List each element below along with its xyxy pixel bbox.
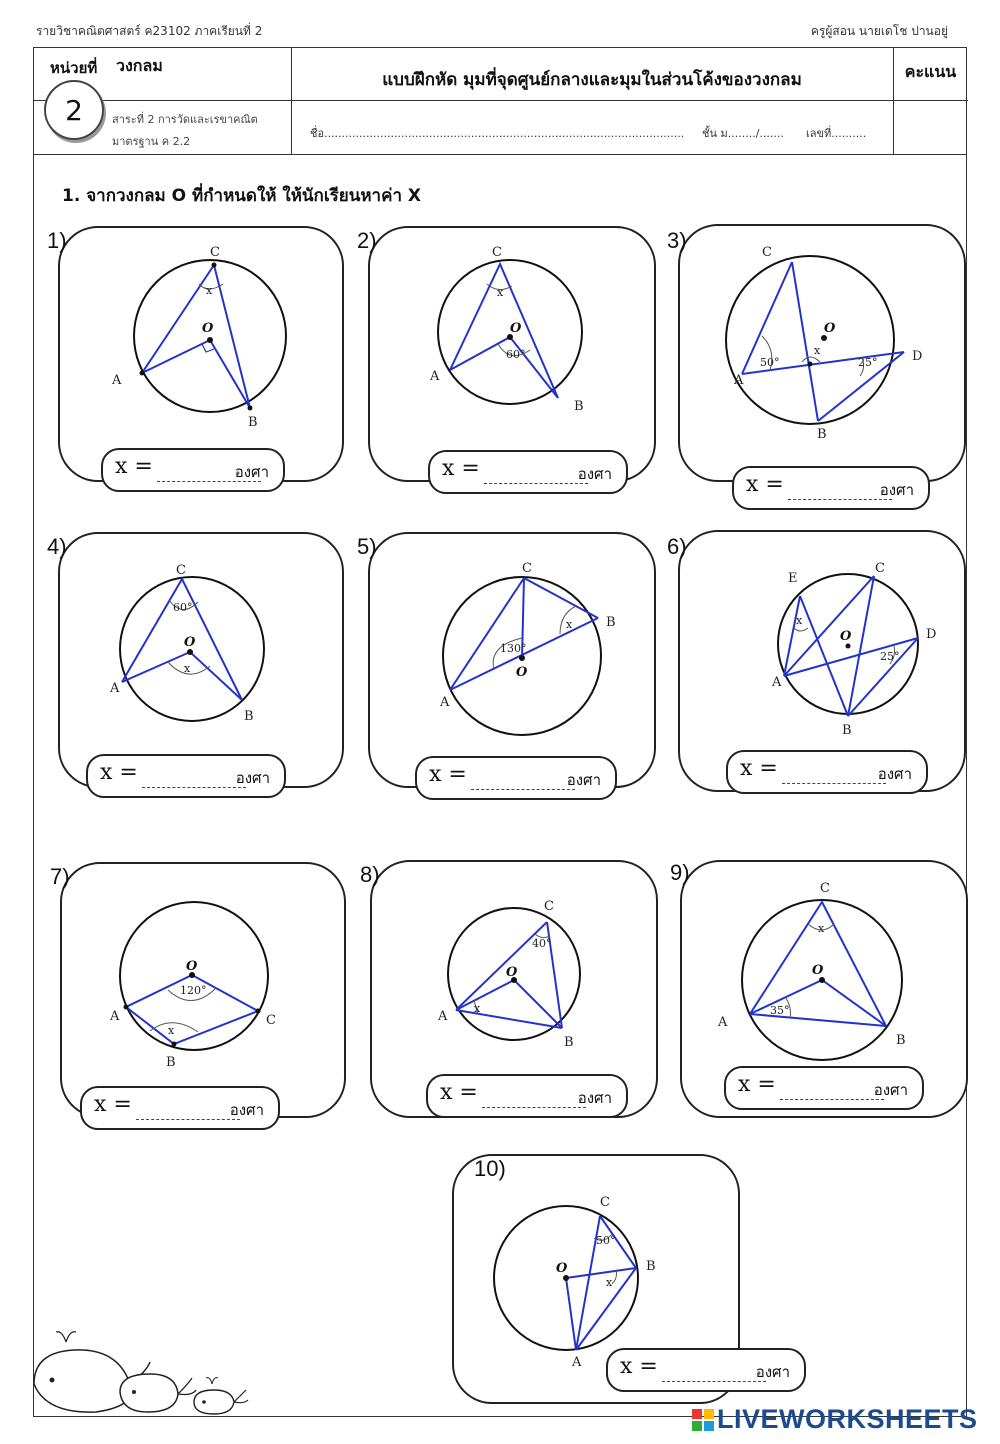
unknown-angle-label: x [818, 922, 825, 935]
question-card-2 [368, 226, 656, 482]
angle-label: 120° [180, 984, 207, 997]
center-label: O [186, 959, 198, 974]
question-number-2: 2) [357, 228, 377, 253]
point-label: B [166, 1055, 176, 1070]
point-label: E [788, 571, 798, 586]
point-label: B [817, 427, 827, 442]
answer-blank[interactable] [142, 787, 246, 788]
unknown-angle-label: x [497, 286, 504, 299]
answer-blank[interactable] [484, 483, 588, 484]
center-label: O [506, 965, 518, 980]
unknown-angle-label: x [474, 1002, 481, 1015]
unit-degree: องศา [873, 1081, 908, 1099]
figure-4 [60, 534, 346, 790]
unit-degree: องศา [877, 765, 912, 783]
point-label: A [110, 1009, 120, 1024]
question-card-7 [60, 862, 346, 1118]
point-label: A [440, 695, 450, 710]
point-label: D [926, 627, 937, 642]
unit-degree: องศา [234, 463, 269, 481]
question-number-5: 5) [357, 534, 377, 559]
point-label: B [564, 1035, 574, 1050]
angle-label: 60° [506, 348, 526, 361]
score-label: คะแนน [904, 62, 957, 81]
answer-box-2[interactable] [428, 450, 628, 494]
answer-box-7[interactable] [80, 1086, 280, 1130]
point-label: A [430, 369, 440, 384]
point-label: B [248, 415, 258, 430]
answer-blank[interactable] [482, 1107, 586, 1108]
answer-box-4[interactable] [86, 754, 286, 798]
point-label: B [606, 615, 616, 630]
angle-label: 25° [858, 356, 878, 369]
question-card-5 [368, 532, 656, 788]
unit-number-badge [44, 80, 104, 140]
unknown-angle-label: x [814, 344, 821, 357]
question-number-10: 10) [474, 1156, 506, 1181]
angle-label: 40° [532, 937, 552, 950]
unknown-angle-label: x [206, 284, 213, 297]
question-card-3 [678, 224, 966, 482]
center-label: O [510, 321, 522, 336]
unit-name: วงกลม [116, 56, 163, 75]
answer-blank[interactable] [780, 1099, 884, 1100]
point-label: B [842, 723, 852, 738]
unknown-angle-label: x [168, 1024, 175, 1037]
point-label: C [176, 563, 186, 578]
point-label: A [438, 1009, 448, 1024]
angle-label: 50° [760, 356, 780, 369]
answer-box-10[interactable] [606, 1348, 806, 1392]
center-label: O [202, 321, 214, 336]
course-line: รายวิชาคณิตศาสตร์ ค23102 ภาคเรียนที่ 2 [36, 24, 263, 38]
number-field[interactable]: เลขที่.......... [806, 127, 867, 140]
center-label: O [516, 665, 528, 680]
point-label: C [522, 561, 532, 576]
center-label: O [840, 629, 852, 644]
unit-degree: องศา [755, 1363, 790, 1381]
question-number-7: 7) [50, 864, 70, 889]
point-label: A [772, 675, 782, 690]
point-label: C [492, 245, 502, 260]
point-label: A [112, 373, 122, 388]
unit-degree: องศา [577, 1089, 612, 1107]
answer-blank[interactable] [471, 789, 575, 790]
question-card-1 [58, 226, 344, 482]
point-label: B [646, 1259, 656, 1274]
header-table [33, 47, 967, 155]
answer-box-3[interactable] [732, 466, 930, 510]
center-label: O [812, 963, 824, 978]
figure-7 [62, 864, 348, 1120]
answer-blank[interactable] [788, 499, 892, 500]
brand-name: LIVEWORKSHEETS [717, 1404, 978, 1434]
x-equals: x = [115, 454, 153, 479]
point-label: C [544, 899, 554, 914]
unit-degree: องศา [577, 465, 612, 483]
unit-label: หน่วยที่ [50, 59, 98, 77]
name-field[interactable]: ชื่อ....................................................................................................... [310, 127, 685, 140]
question-number-1: 1) [47, 228, 67, 253]
answer-box-5[interactable] [415, 756, 617, 800]
question-number-8: 8) [360, 862, 380, 887]
answer-blank[interactable] [662, 1381, 766, 1382]
x-equals: x = [440, 1080, 478, 1105]
worksheet-title: แบบฝึกหัด มุมที่จุดศูนย์กลางและมุมในส่วนโค้งของวงกลม [382, 70, 802, 90]
answer-box-9[interactable] [724, 1066, 924, 1110]
center-label: O [556, 1261, 568, 1276]
unit-degree: องศา [879, 481, 914, 499]
answer-blank[interactable] [782, 783, 886, 784]
point-label: C [762, 245, 772, 260]
question-number-4: 4) [47, 534, 67, 559]
point-label: B [896, 1033, 906, 1048]
answer-box-6[interactable] [726, 750, 928, 794]
answer-box-1[interactable] [101, 448, 285, 492]
center-label: O [184, 635, 196, 650]
x-equals: x = [738, 1072, 776, 1097]
whale-family-icon [26, 1322, 256, 1418]
x-equals: x = [740, 756, 778, 781]
instruction: 1. จากวงกลม O ที่กำหนดให้ ให้นักเรียนหาค่า X [62, 186, 422, 206]
figure-1 [60, 228, 346, 484]
x-equals: x = [429, 762, 467, 787]
center-label: O [824, 321, 836, 336]
standard: มาตรฐาน ค 2.2 [112, 135, 191, 148]
unit-degree: องศา [235, 769, 270, 787]
angle-label: 130° [500, 642, 527, 655]
answer-box-8[interactable] [426, 1074, 628, 1118]
point-label: C [600, 1195, 610, 1210]
teacher-line: ครูผู้สอน นายเดโช ปานอยู่ [810, 24, 948, 38]
figure-2 [370, 228, 658, 484]
question-number-6: 6) [667, 534, 687, 559]
point-label: D [912, 349, 923, 364]
unknown-angle-label: x [566, 618, 573, 631]
unit-number: 2 [65, 94, 83, 127]
unknown-angle-label: x [796, 614, 803, 627]
angle-label: 25° [880, 650, 900, 663]
angle-label: 50° [596, 1234, 616, 1247]
strand: สาระที่ 2 การวัดและเรขาคณิต [112, 113, 258, 126]
x-equals: x = [620, 1354, 658, 1379]
point-label: C [875, 561, 885, 576]
point-label: B [244, 709, 254, 724]
x-equals: x = [94, 1092, 132, 1117]
point-label: B [574, 399, 584, 414]
unknown-angle-label: x [606, 1276, 613, 1289]
x-equals: x = [100, 760, 138, 785]
angle-label: 60° [173, 601, 193, 614]
x-equals: x = [746, 472, 784, 497]
point-label: C [210, 245, 220, 260]
brand-squares-icon [692, 1409, 714, 1431]
point-label: C [266, 1013, 276, 1028]
answer-blank[interactable] [136, 1119, 240, 1120]
unknown-angle-label: x [184, 662, 191, 675]
class-field[interactable]: ชั้น ม......../....... [702, 127, 784, 140]
figure-5 [370, 534, 658, 790]
point-label: A [718, 1015, 728, 1030]
question-number-3: 3) [667, 228, 687, 253]
liveworksheets-logo [692, 1404, 978, 1435]
unit-degree: องศา [229, 1101, 264, 1119]
question-card-4 [58, 532, 344, 788]
unit-degree: องศา [566, 771, 601, 789]
point-label: A [572, 1355, 582, 1370]
point-label: A [110, 681, 120, 696]
x-equals: x = [442, 456, 480, 481]
question-number-9: 9) [670, 860, 690, 885]
point-label: A [734, 373, 744, 388]
point-label: C [820, 881, 830, 896]
figure-3 [680, 226, 968, 484]
angle-label: 35° [770, 1004, 790, 1017]
